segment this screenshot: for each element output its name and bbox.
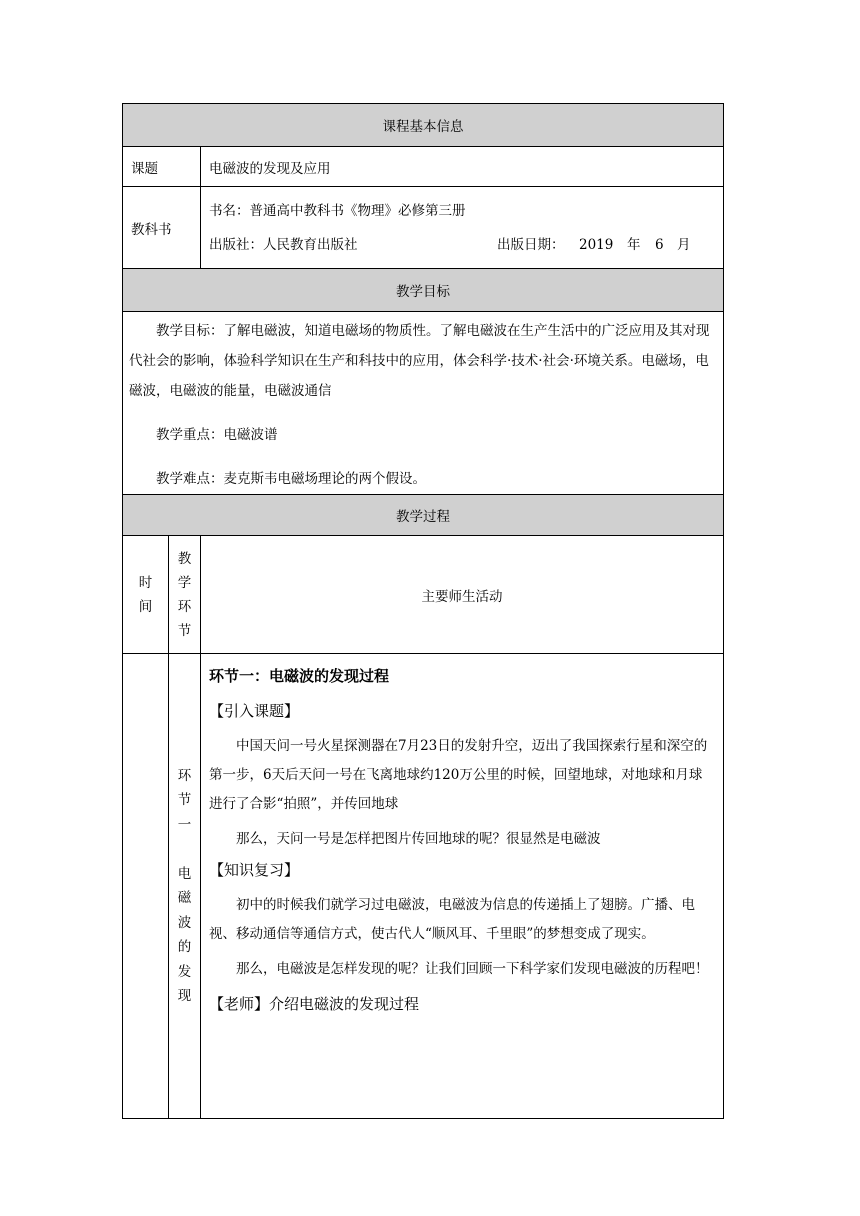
- goal-text: 教学目标：了解电磁波，知道电磁场的物质性。了解电磁波在生产生活中的广泛应用及其对现代社会的影响，体验科学知识在生产和科技中的应用，体会科学·技术·社会·环境关系。电磁场，电磁波，电磁波的能量，电磁波通信: [129, 323, 710, 399]
- pub-date-label: 出版日期：: [497, 236, 565, 253]
- year-char: 年: [627, 236, 641, 253]
- intro-heading: 【引入课题】: [209, 702, 300, 720]
- time-cell: [123, 654, 169, 1119]
- review-heading: 【知识复习】: [209, 861, 300, 879]
- review-paragraph-2: 那么，电磁波是怎样发现的呢？让我们回顾一下科学家们发现电磁波的历程吧！: [236, 961, 709, 977]
- difficulty: 教学难点：麦克斯韦电磁场理论的两个假设。: [156, 471, 426, 487]
- teacher-line: [209, 990, 715, 1019]
- objectives-body: [123, 312, 724, 495]
- teacher-tag: 【老师】: [209, 995, 270, 1013]
- col-activity-header: 主要师生活动: [201, 536, 724, 654]
- key-point: 教学重点：电磁波谱: [156, 427, 278, 443]
- topic-label: 课题: [123, 147, 201, 187]
- textbook-label: 教科书: [123, 187, 201, 269]
- section-title: 环节一：电磁波的发现过程: [209, 667, 390, 685]
- book-name: 书名：普通高中教科书《物理》必修第三册: [209, 202, 466, 219]
- activity-cell: [201, 654, 724, 1119]
- review-paragraph-1: 初中的时候我们就学习过电磁波，电磁波为信息的传递插上了翅膀。广播、电视、移动通信等通信方式，使古代人“顺风耳、千里眼”的梦想变成了现实。: [209, 897, 695, 942]
- topic-value: 电磁波的发现及应用: [201, 147, 724, 187]
- intro-paragraph-1: 中国天问一号火星探测器在7月23日的发射升空，迈出了我国探索行星和深空的第一步，6天后天问一号在飞离地球约120万公里的时候，回望地球，对地球和月球进行了合影“拍照”，并传回地球: [209, 738, 708, 812]
- pub-year: 2019: [579, 236, 614, 253]
- lesson-plan-table: [122, 103, 724, 1119]
- stage-cell: [169, 654, 201, 1119]
- intro-paragraph-2: 那么，天问一号是怎样把图片传回地球的呢？很显然是电磁波: [236, 831, 601, 847]
- publisher: 出版社：人民教育出版社: [209, 236, 358, 253]
- col-time-header: 时 间: [123, 536, 169, 654]
- col-stage-header: 教 学 环 节: [169, 536, 201, 654]
- stage-vertical-label: 环 节 一 电 磁 波 的 发 现: [177, 767, 192, 1004]
- teacher-text: 介绍电磁波的发现过程: [269, 995, 420, 1013]
- course-info-header: 课程基本信息: [123, 104, 724, 147]
- publication-line: [209, 228, 723, 262]
- textbook-info: [201, 187, 724, 269]
- month-char: 月: [677, 236, 691, 253]
- pub-month: 6: [655, 236, 664, 253]
- objectives-header: 教学目标: [123, 269, 724, 312]
- process-header: 教学过程: [123, 495, 724, 536]
